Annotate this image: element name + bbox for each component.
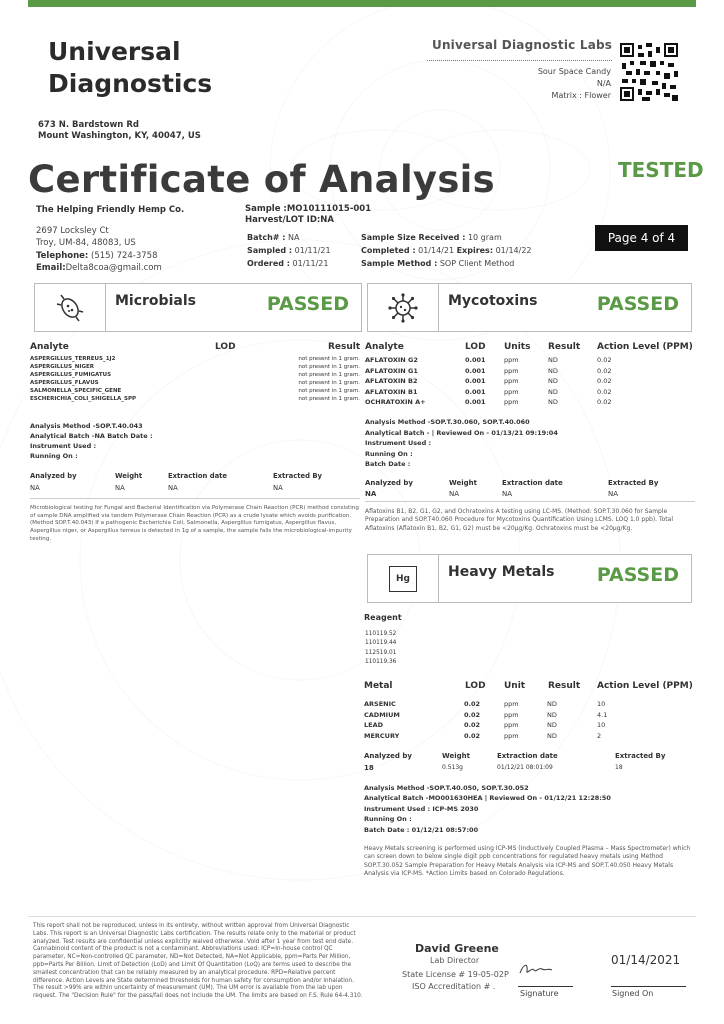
analyte-cell: AFLATOXIN G2 — [365, 356, 418, 364]
mycotoxins-method: Analysis Method -SOP.T.30.060, SOP.T.40.060 — [365, 418, 530, 426]
metal-cell: LEAD — [364, 721, 384, 730]
table-row — [364, 699, 694, 710]
bacteria-icon-box — [35, 284, 106, 331]
unit-cell: ppm — [504, 721, 519, 730]
result-cell: not present in 1 gram. — [298, 380, 360, 386]
analyte-cell: AFLATOXIN B2 — [365, 377, 418, 386]
microbials-note: Microbiological testing for Fungal and Bacterial Identification via Polymerase Chain Reaction (PCR) method consisting of sample DNA amplified via tandem Polymerase Chain Reaction (PCR) as a crude lysate which avoids purification. (Method SOP.T.40.043) If a pathogenic Escherichia Coli, Salmonella, Aspergillus fumigatus, Aspergillus flavus, Aspergillus niger, or Aspergillus terreus is detected in 1g of a sample, the sample fails the microbiological-impurity testing. — [30, 505, 359, 542]
client-city: Troy, UM-84, 48083, US — [36, 238, 136, 248]
analyzed-by-value: NA — [30, 484, 40, 492]
method-value: SOP Client Method — [439, 259, 515, 268]
weight-label: Weight — [115, 472, 143, 480]
sample-dates-left — [247, 231, 331, 270]
table-row — [30, 379, 360, 387]
microbials-instrument: Instrument Used : — [30, 442, 97, 450]
lod-cell: 0.001 — [465, 377, 486, 386]
result-cell: ND — [548, 356, 558, 364]
result-cell: not present in 1 gram. — [298, 364, 360, 370]
signed-date: 01/14/2021 — [611, 953, 681, 967]
mycotoxins-analysis-info — [365, 479, 695, 502]
lot-value: NA — [320, 215, 334, 225]
weight-value: 0.513g — [442, 764, 463, 771]
lab-address — [38, 120, 201, 142]
table-row — [364, 731, 694, 742]
client-telephone: (515) 724-3758 — [91, 250, 158, 261]
reagent-list — [365, 630, 396, 667]
mycotoxins-panel — [367, 283, 692, 332]
lab-name-divider — [427, 60, 612, 61]
mycotoxins-batch: Analytical Batch - | Reviewed On - 01/13/21 09:19:04 — [365, 428, 558, 437]
brand-line-2: Diagnostics — [48, 69, 213, 98]
mycotoxins-note: Aflatoxins B1, B2, G1, G2, and Ochratoxins A testing using LC-MS. (Method: SOP.T.30.060 for Sample Preparation and SOP.T40.060 Procedure for Mycotoxins Quantification Using LCMS. LOQ 1.0 ppb). Total Aflatoxins (Aflatoxin B1, B2, G1, G2) must be <20μg/Kg. Ochratoxins must be <20μg/Kg. — [365, 508, 673, 532]
product-matrix: Matrix : Flower — [551, 91, 611, 100]
extraction-value: NA — [502, 490, 513, 498]
metals-running: Running On : — [364, 815, 412, 824]
units-cell: ppm — [504, 366, 519, 375]
lod-cell: 0.02 — [464, 710, 481, 719]
lod-cell: 0.001 — [465, 387, 486, 396]
lod-cell: 0.02 — [464, 731, 481, 740]
extraction-label: Extraction date — [168, 472, 228, 480]
completed-value: 01/14/21 — [418, 246, 455, 255]
footer-divider — [28, 916, 696, 917]
extracted-value: 18 — [615, 764, 623, 771]
metals-col-result: Result — [548, 681, 581, 691]
metals-col-metal: Metal — [364, 681, 393, 691]
handwritten-signature — [518, 961, 558, 977]
table-row — [365, 355, 695, 366]
top-accent-bar — [28, 0, 696, 7]
mycotoxins-running: Running On : — [365, 449, 413, 458]
brand-line-1: Universal — [48, 37, 181, 66]
analyte-cell: AFLATOXIN B1 — [365, 387, 418, 396]
table-row — [364, 710, 694, 721]
table-row — [365, 387, 695, 398]
product-na: N/A — [596, 79, 611, 88]
heavy-metals-status: PASSED — [596, 564, 679, 586]
lod-cell: 0.02 — [464, 721, 481, 730]
lab-name: Universal Diagnostic Labs — [432, 38, 613, 52]
microbials-method-block — [30, 421, 153, 461]
lab-address-line-2: Mount Washington, KY, 40047, US — [38, 131, 201, 141]
table-row — [30, 395, 360, 403]
hg-icon-box — [368, 555, 439, 602]
mycotoxins-col-action: Action Level (PPM) — [597, 342, 693, 352]
virus-icon-box — [368, 284, 439, 331]
microbials-analysis-info — [30, 472, 360, 499]
action-cell: 0.02 — [597, 377, 612, 386]
iso-accreditation: ISO Accreditation # . — [412, 982, 496, 991]
mycotoxins-col-lod: LOD — [465, 342, 486, 352]
units-cell: ppm — [504, 398, 519, 407]
metal-cell: CADMIUM — [364, 710, 400, 719]
client-street: 2697 Locksley Ct — [36, 225, 109, 236]
telephone-label: Telephone: — [36, 250, 89, 261]
metals-batch: Analytical Batch -MO001630HEA | Reviewed On - 01/12/21 12:28:50 — [364, 794, 611, 803]
microbials-col-result: Result — [328, 342, 361, 352]
metals-table — [364, 699, 694, 743]
analyzed-by-label: Analyzed by — [30, 472, 77, 480]
expires-label: Expires: — [456, 246, 494, 255]
signed-on-label: Signed On — [612, 989, 654, 998]
sampled-label: Sampled : — [247, 246, 293, 255]
document-title: Certificate of Analysis — [28, 158, 495, 201]
analyte-cell: ESCHERICHIA_COLI_SHIGELLA_SPP — [30, 396, 137, 402]
table-row — [30, 355, 360, 363]
result-cell: ND — [548, 398, 558, 407]
action-cell: 0.02 — [597, 366, 612, 375]
table-row — [365, 366, 695, 377]
analyte-cell: SALMONELLA_SPECIFIC_GENE — [30, 388, 122, 394]
result-cell: ND — [547, 700, 557, 708]
sampled-value: 01/11/21 — [294, 246, 331, 255]
reagent-item: 110119.36 — [365, 658, 397, 665]
metals-method-block — [364, 783, 611, 835]
heavy-metals-panel — [367, 554, 692, 603]
size-label: Sample Size Received : — [361, 233, 466, 242]
completed-label: Completed : — [361, 246, 416, 255]
metals-col-action: Action Level (PPM) — [597, 681, 693, 691]
result-cell: not present in 1 gram. — [298, 356, 360, 362]
weight-value: NA — [449, 490, 460, 498]
state-license: State License # 19-05-02P — [402, 970, 509, 979]
analyte-cell: ASPERGILLUS_FUMIGATUS — [30, 372, 112, 378]
signed-on-line — [611, 986, 686, 987]
extracted-value: NA — [273, 484, 283, 492]
bacteria-icon — [55, 293, 85, 323]
action-cell: 10 — [597, 721, 606, 730]
metal-cell: ARSENIC — [364, 700, 396, 708]
microbials-col-lod: LOD — [215, 342, 236, 352]
analyte-cell: ASPERGILLUS_TERREUS_1J2 — [30, 356, 116, 362]
lod-cell: 0.001 — [465, 356, 486, 364]
microbials-batch: Analytical Batch -NA Batch Date : — [30, 432, 153, 440]
mycotoxins-table — [365, 355, 695, 410]
lod-cell: 0.02 — [464, 700, 481, 708]
extracted-label: Extracted By — [615, 752, 666, 760]
signer-role: Lab Director — [430, 956, 480, 965]
microbials-table — [30, 355, 360, 403]
weight-label: Weight — [442, 752, 470, 760]
metals-method: Analysis Method -SOP.T.40.050, SOP.T.30.052 — [364, 784, 529, 792]
ordered-label: Ordered : — [247, 259, 290, 268]
extraction-label: Extraction date — [497, 752, 558, 760]
extracted-value: NA — [608, 490, 619, 498]
page-indicator: Page 4 of 4 — [595, 225, 688, 251]
microbials-status: PASSED — [266, 293, 349, 315]
footer-disclaimer: This report shall not be reproduced, unless in its entirety, without written approval from Universal Diagnostic Labs. This report is an Universal Diagnostic Labs certification. The results relate only to the material or product analyzed. Test results are confidential unless explicitly waived otherwise. Void after 1 year from test end date. Cannabinoid content of the product is not a contaminant. Abbreviations used: ICP=In-house control QC parameter, NC=Non-controlled QC parameter, ND=Not Detected, NA=Not Applicable, ppm=Parts Per Million, ppb=Parts Per Billion. Limit of Detection (LoD) and Limit Of Quantitation (LoQ) are terms used to describe the smallest concentration that can be reliably measured by an analytical procedure. RPD=Relative percent difference. Action Levels are State determined thresholds for human safety for consumption and/or inhalation. The result >99% are within uncertainty of measurement (UM). The UM error is available from the lab upon request. The "Decision Rule" for the pass/fail does not include the UM. The limits are based on F.S. Rule 64-4.310. — [33, 923, 363, 1000]
weight-value: NA — [115, 484, 125, 492]
units-cell: ppm — [504, 387, 519, 396]
signature-label: Signature — [520, 989, 559, 998]
metals-col-unit: Unit — [504, 681, 526, 691]
result-cell: ND — [548, 377, 558, 386]
action-cell: 4.1 — [597, 710, 608, 719]
method-label: Sample Method : — [361, 259, 438, 268]
client-info — [36, 204, 184, 275]
virus-icon — [387, 292, 419, 324]
analyzed-by-value: 18 — [364, 764, 374, 772]
mycotoxins-col-analyte: Analyte — [365, 342, 404, 352]
result-cell: ND — [548, 366, 558, 375]
result-cell: ND — [547, 721, 557, 730]
sample-dates-right — [361, 231, 532, 270]
extracted-label: Extracted By — [273, 472, 322, 480]
client-email: Delta8coa@gmail.com — [65, 263, 162, 273]
weight-label: Weight — [449, 479, 477, 487]
mycotoxins-title: Mycotoxins — [448, 293, 538, 309]
unit-cell: ppm — [504, 710, 519, 719]
lod-cell: 0.001 — [465, 398, 486, 407]
metals-analysis-info — [364, 752, 694, 776]
result-cell: ND — [547, 731, 557, 740]
unit-cell: ppm — [504, 700, 519, 708]
extraction-label: Extraction date — [502, 479, 563, 487]
lot-label: Harvest/LOT ID: — [245, 215, 321, 225]
analyte-cell: AFLATOXIN G1 — [365, 366, 418, 375]
sample-label: Sample : — [245, 204, 287, 214]
reagent-item: 110119.44 — [365, 640, 397, 647]
analyte-cell: OCHRATOXIN A+ — [365, 398, 426, 407]
batch-value: NA — [288, 233, 300, 242]
expires-value: 01/14/22 — [495, 246, 532, 255]
size-value: 10 gram — [467, 233, 502, 242]
metals-note: Heavy Metals screening is performed using ICP-MS (Inductively Coupled Plasma – Mass Spectrometer) which can screen down to below single digit ppb concentrations for regulated heavy metals using Method SOP.T.30.052 Sample Preparation for Heavy Metals Analysis via ICP-MS and SOP.T.40.050 Heavy Metals Analysis via ICP-MS. *Action Limits based on Colorado Regulations. — [364, 845, 691, 877]
ordered-value: 01/11/21 — [292, 259, 329, 268]
lab-address-line-1: 673 N. Bardstown Rd — [38, 120, 139, 130]
analyzed-by-label: Analyzed by — [364, 752, 412, 760]
table-row — [365, 376, 695, 387]
result-cell: not present in 1 gram. — [298, 372, 360, 378]
reagent-label: Reagent — [364, 613, 402, 622]
result-cell: not present in 1 gram. — [298, 396, 360, 402]
reagent-item: 112519.01 — [365, 649, 397, 656]
batch-label: Batch# : — [247, 233, 286, 242]
extracted-label: Extracted By — [608, 479, 659, 487]
action-cell: 10 — [597, 700, 606, 708]
mycotoxins-col-units: Units — [504, 342, 531, 352]
metals-instrument: Instrument Used : ICP-MS 2030 — [364, 804, 479, 813]
analyzed-by-value: NA — [365, 490, 377, 498]
action-cell: 0.02 — [597, 387, 612, 396]
action-cell: 0.02 — [597, 398, 612, 407]
mycotoxins-status: PASSED — [596, 293, 679, 315]
units-cell: ppm — [504, 356, 519, 364]
action-cell: 2 — [597, 731, 602, 740]
mycotoxins-method-block — [365, 417, 558, 470]
extraction-value: NA — [168, 484, 178, 492]
sample-value: MO10111015-001 — [286, 204, 372, 214]
brand-logo — [48, 36, 212, 100]
result-cell: ND — [548, 387, 558, 396]
microbials-running: Running On : — [30, 452, 78, 460]
hg-element-icon: Hg — [389, 566, 417, 592]
table-row — [364, 720, 694, 731]
signature-line — [518, 986, 573, 987]
metal-cell: MERCURY — [364, 731, 400, 740]
metals-col-lod: LOD — [465, 681, 486, 691]
result-cell: ND — [547, 710, 557, 719]
product-name: Sour Space Candy — [537, 67, 611, 76]
microbials-method: Analysis Method -SOP.T.40.043 — [30, 422, 143, 430]
result-cell: not present in 1 gram. — [298, 388, 360, 394]
tested-label: TESTED — [618, 158, 704, 182]
mycotoxins-instrument: Instrument Used : — [365, 439, 432, 447]
sample-id — [245, 204, 371, 226]
table-row — [365, 397, 695, 408]
heavy-metals-title: Heavy Metals — [448, 564, 555, 580]
metals-batch-date: Batch Date : 01/12/21 08:57:00 — [364, 825, 479, 834]
table-row — [30, 363, 360, 371]
mycotoxins-batch-date: Batch Date : — [365, 460, 411, 468]
unit-cell: ppm — [504, 731, 519, 740]
extraction-value: 01/12/21 08:01:09 — [497, 764, 553, 771]
analyzed-by-label: Analyzed by — [365, 479, 413, 487]
reagent-item: 110119.52 — [365, 631, 397, 637]
table-row — [30, 371, 360, 379]
analyte-cell: ASPERGILLUS_FLAVUS — [30, 380, 99, 386]
signer-name: David Greene — [415, 942, 499, 955]
analyte-cell: ASPERGILLUS_NIGER — [30, 364, 94, 370]
client-name: The Helping Friendly Hemp Co. — [36, 205, 185, 215]
microbials-col-analyte: Analyte — [30, 342, 69, 352]
mycotoxins-col-result: Result — [548, 342, 581, 352]
table-row — [30, 387, 360, 395]
email-label: Email: — [36, 263, 66, 273]
action-cell: 0.02 — [597, 356, 612, 364]
lod-cell: 0.001 — [465, 366, 486, 375]
microbials-title: Microbials — [115, 293, 196, 309]
units-cell: ppm — [504, 377, 519, 386]
qr-code-icon — [620, 43, 678, 101]
microbials-panel — [34, 283, 362, 332]
